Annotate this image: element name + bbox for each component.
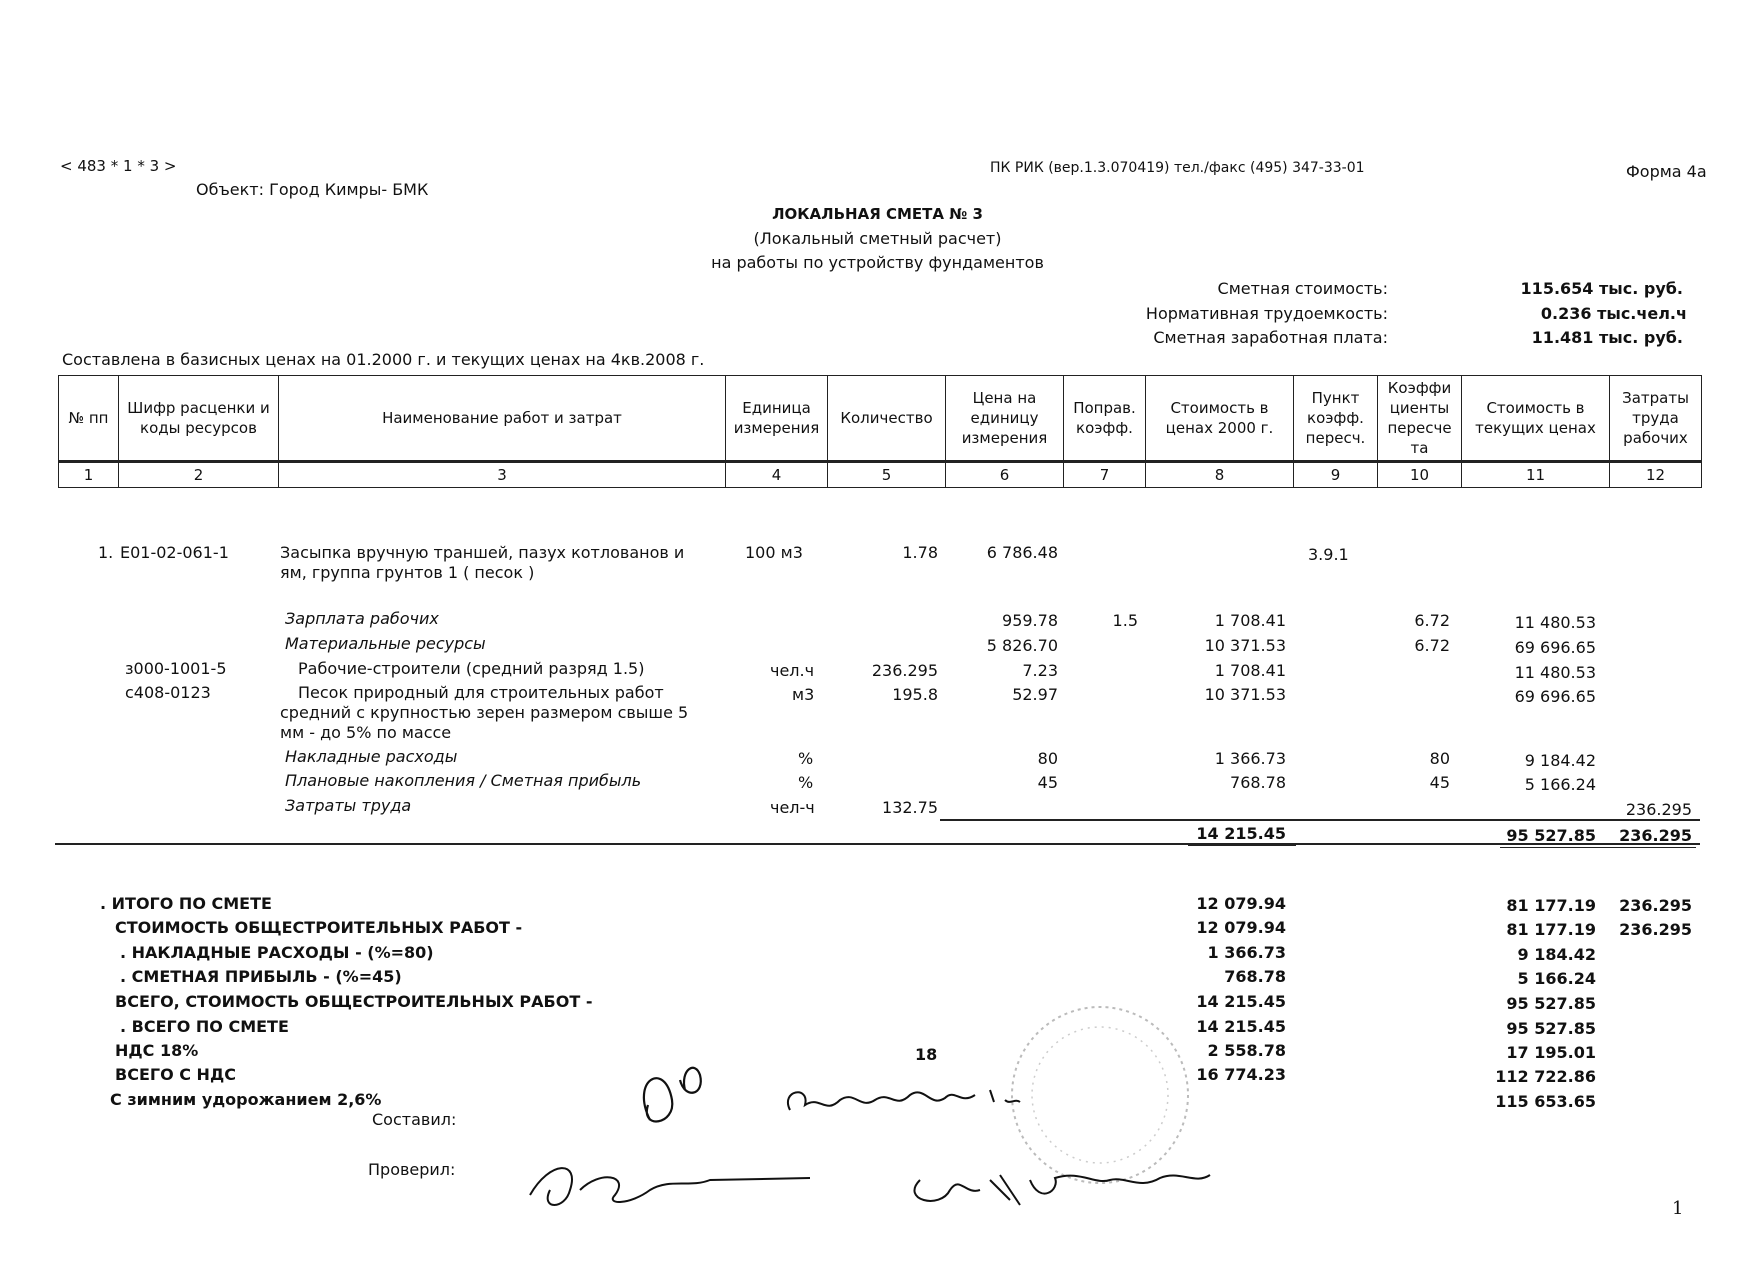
software-info: ПК РИК (вер.1.3.070419) тел./факс (495) 347-33-01 [990, 160, 1365, 176]
price-basis: Составлена в базисных ценах на 01.2000 г. и текущих ценах на 4кв.2008 г. [62, 350, 705, 369]
item-number: 1. [98, 543, 114, 562]
total-label: ВСЕГО С НДС [115, 1065, 236, 1084]
labor-row-total: 236.295 [1625, 800, 1692, 819]
total-cost2000: 768.78 [1224, 967, 1286, 986]
workers-row-qty: 236.295 [871, 661, 938, 680]
subtotal-cost2000: 14 215.45 [1196, 824, 1286, 843]
profit-row-name: Плановые накопления / Сметная прибыль [285, 771, 642, 790]
col-number: 10 [1378, 462, 1462, 488]
overhead-row-price: 80 [1037, 749, 1058, 768]
wage-row-cost2000: 1 708.41 [1214, 611, 1286, 630]
total-label: С зимним удорожанием 2,6% [110, 1090, 382, 1109]
sand-row-current: 69 696.65 [1514, 687, 1596, 706]
total-label: . НАКЛАДНЫЕ РАСХОДЫ - (%=80) [120, 943, 434, 962]
document-subtitle: (Локальный сметный расчет) [753, 229, 1002, 248]
page-number: 1 [1672, 1198, 1684, 1219]
subtotal-rule [1188, 845, 1296, 846]
sand-row-name-line1: Песок природный для строительных работ [298, 683, 664, 702]
total-label: НДС 18% [115, 1041, 199, 1060]
overhead-row-cost2000: 1 366.73 [1214, 749, 1286, 768]
col-header-recalc: Коэффи циенты пересче та [1378, 376, 1462, 462]
labor-row-unit: чел-ч [770, 798, 815, 817]
cost-label: Сметная стоимость: [1217, 279, 1388, 298]
item-qty: 1.78 [902, 543, 938, 562]
col-number: 6 [946, 462, 1064, 488]
total-current: 115 653.65 [1495, 1092, 1596, 1111]
profit-row-current: 5 166.24 [1524, 775, 1596, 794]
col-number: 7 [1064, 462, 1146, 488]
col-number: 9 [1294, 462, 1378, 488]
workers-row-cost2000: 1 708.41 [1214, 661, 1286, 680]
workers-row-current: 11 480.53 [1514, 663, 1596, 682]
profit-row-coef-recalc: 45 [1429, 773, 1450, 792]
total-current: 81 177.19 [1506, 896, 1596, 915]
col-header-current: Стоимость в текущих ценах [1462, 376, 1610, 462]
total-current: 17 195.01 [1506, 1043, 1596, 1062]
sand-row-name-line3: мм - до 5% по массе [280, 723, 452, 742]
sand-row-qty: 195.8 [892, 685, 938, 704]
materials-row-price: 5 826.70 [986, 636, 1058, 655]
col-number: 11 [1462, 462, 1610, 488]
overhead-row-current: 9 184.42 [1524, 751, 1596, 770]
col-header-coef: Поправ. коэфф. [1064, 376, 1146, 462]
wage-label: Сметная заработная плата: [1153, 328, 1388, 347]
col-header-name: Наименование работ и затрат [279, 376, 726, 462]
checked-label: Проверил: [368, 1160, 456, 1179]
wage-row-price: 959.78 [1002, 611, 1058, 630]
total-labor: 236.295 [1619, 920, 1692, 939]
total-current: 95 527.85 [1506, 1019, 1596, 1038]
object-name: Объект: Город Кимры- БМК [196, 180, 429, 199]
cost-value: 115.654 тыс. руб. [1520, 279, 1683, 298]
total-current: 9 184.42 [1517, 945, 1596, 964]
sand-row-unit: м3 [792, 685, 815, 704]
total-label: . ИТОГО ПО СМЕТЕ [100, 894, 272, 913]
wage-row-coef: 1.5 [1112, 611, 1138, 630]
workers-row-unit: чел.ч [770, 661, 815, 680]
col-number: 3 [279, 462, 726, 488]
workers-row-price: 7.23 [1022, 661, 1058, 680]
labor-row-qty: 132.75 [882, 798, 938, 817]
signature-checked [520, 1150, 1240, 1230]
col-number: 4 [726, 462, 828, 488]
wage-row-current: 11 480.53 [1514, 613, 1596, 632]
item-code: Е01-02-061-1 [120, 543, 229, 562]
labor-row-name: Затраты труда [285, 796, 412, 815]
total-label: ВСЕГО, СТОИМОСТЬ ОБЩЕСТРОИТЕЛЬНЫХ РАБОТ - [115, 992, 593, 1011]
col-header-code: Шифр расценки и коды ресурсов [119, 376, 279, 462]
subtotal-current: 95 527.85 [1506, 826, 1596, 845]
item-unit: 100 м3 [745, 543, 803, 562]
overhead-row-coef-recalc: 80 [1429, 749, 1450, 768]
materials-row-cost2000: 10 371.53 [1204, 636, 1286, 655]
item-price: 6 786.48 [986, 543, 1058, 562]
col-header-unit: Единица измерения [726, 376, 828, 462]
total-current: 5 166.24 [1517, 969, 1596, 988]
profit-row-price: 45 [1037, 773, 1058, 792]
total-cost2000: 14 215.45 [1196, 1017, 1286, 1036]
total-cost2000: 16 774.23 [1196, 1065, 1286, 1084]
total-label: . ВСЕГО ПО СМЕТЕ [120, 1017, 289, 1036]
form-label: Форма 4а [1626, 162, 1707, 181]
item-point: 3.9.1 [1308, 545, 1349, 564]
overhead-row-unit: % [798, 749, 814, 768]
total-cost2000: 2 558.78 [1207, 1041, 1286, 1060]
total-label: . СМЕТНАЯ ПРИБЫЛЬ - (%=45) [120, 967, 402, 986]
document-title: ЛОКАЛЬНАЯ СМЕТА № 3 [772, 205, 983, 223]
col-number: 5 [828, 462, 946, 488]
col-number: 12 [1610, 462, 1702, 488]
total-labor: 236.295 [1619, 896, 1692, 915]
vat-rate-mark: 18 [915, 1045, 938, 1064]
sand-row-cost2000: 10 371.53 [1204, 685, 1286, 704]
total-cost2000: 12 079.94 [1196, 894, 1286, 913]
total-current: 81 177.19 [1506, 920, 1596, 939]
workers-row-code: з000-1001-5 [125, 659, 227, 678]
col-header-labor: Затраты труда рабочих [1610, 376, 1702, 462]
total-cost2000: 14 215.45 [1196, 992, 1286, 1011]
estimate-header-table [58, 375, 1702, 488]
subtotal-labor: 236.295 [1619, 826, 1692, 845]
wage-row-coef-recalc: 6.72 [1414, 611, 1450, 630]
item-name-line1: Засыпка вручную траншей, пазух котлованов и [280, 543, 685, 562]
profit-row-cost2000: 768.78 [1230, 773, 1286, 792]
col-number: 8 [1146, 462, 1294, 488]
wage-row-name: Зарплата рабочих [285, 609, 439, 628]
col-header-num: № пп [59, 376, 119, 462]
sand-row-price: 52.97 [1012, 685, 1058, 704]
sand-row-code: с408-0123 [125, 683, 211, 702]
col-header-cost2000: Стоимость в ценах 2000 г. [1146, 376, 1294, 462]
subtotal-top-rule [940, 819, 1700, 821]
workers-row-name: Рабочие-строители (средний разряд 1.5) [298, 659, 645, 678]
item-name-line2: ям, группа грунтов 1 ( песок ) [280, 563, 535, 582]
subtotal-rule [1500, 847, 1696, 848]
total-cost2000: 12 079.94 [1196, 918, 1286, 937]
sand-row-name-line2: средний с крупностью зерен размером свыше 5 [280, 703, 689, 722]
total-label: СТОИМОСТЬ ОБЩЕСТРОИТЕЛЬНЫХ РАБОТ - [115, 918, 523, 937]
wage-value: 11.481 тыс. руб. [1531, 328, 1683, 347]
labor-label: Нормативная трудоемкость: [1145, 304, 1388, 323]
total-current: 112 722.86 [1495, 1067, 1596, 1086]
composed-label: Составил: [372, 1110, 457, 1129]
document-code: < 483 * 1 * 3 > [60, 157, 177, 175]
labor-value: 0.236 тыс.чел.ч [1540, 304, 1687, 323]
col-header-price: Цена на единицу измерения [946, 376, 1064, 462]
materials-row-current: 69 696.65 [1514, 638, 1596, 657]
col-number: 2 [119, 462, 279, 488]
document-scope: на работы по устройству фундаментов [711, 253, 1044, 272]
signature-composed [610, 1060, 1050, 1140]
materials-row-name: Материальные ресурсы [285, 634, 486, 653]
total-current: 95 527.85 [1506, 994, 1596, 1013]
col-header-point: Пункт коэфф. пересч. [1294, 376, 1378, 462]
profit-row-unit: % [798, 773, 814, 792]
col-number: 1 [59, 462, 119, 488]
materials-row-coef-recalc: 6.72 [1414, 636, 1450, 655]
col-header-qty: Количество [828, 376, 946, 462]
overhead-row-name: Накладные расходы [285, 747, 458, 766]
total-cost2000: 1 366.73 [1207, 943, 1286, 962]
